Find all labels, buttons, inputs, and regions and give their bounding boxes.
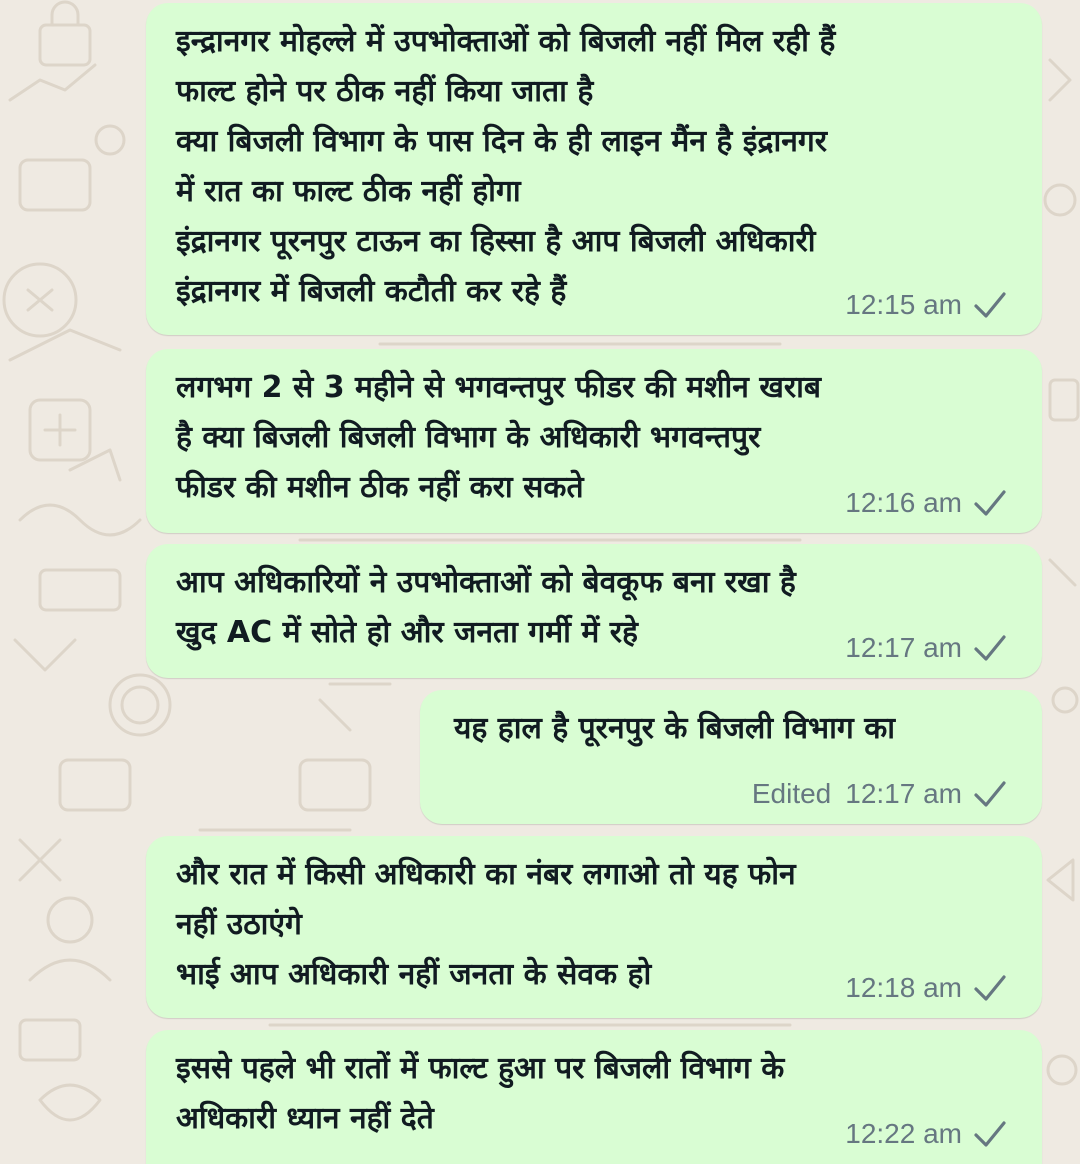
message-meta xyxy=(845,287,1008,323)
message-time: 12:17 am xyxy=(845,632,962,663)
message-text: इन्द्रानगर मोहल्ले में उपभोक्ताओं को बिजली नहीं मिल रही हैं फाल्ट होने पर ठीक नहीं किया जाता है क्या बिजली विभाग के पास दिन के ही लाइन मैंन है इंद्रानगर में रात का फाल्ट ठीक नहीं होगा इंद्रानगर पूरनपुर टाऊन का हिस्सा है आप बिजली अधिकारी इंद्रानगर में बिजली कटौती कर रहे हैं xyxy=(176,24,836,309)
single-check-icon xyxy=(972,779,1008,809)
message-meta xyxy=(845,630,1008,666)
message-meta xyxy=(845,970,1008,1006)
message-meta xyxy=(752,776,1008,812)
message-time: 12:18 am xyxy=(845,972,962,1003)
message-text: इससे पहले भी रातों में फाल्ट हुआ पर बिजली विभाग के अधिकारी ध्यान नहीं देते xyxy=(176,1051,785,1136)
single-check-icon xyxy=(972,488,1008,518)
single-check-icon xyxy=(972,973,1008,1003)
outgoing-message[interactable] xyxy=(146,836,1042,1018)
single-check-icon xyxy=(972,290,1008,320)
single-check-icon xyxy=(972,633,1008,663)
message-time: 12:17 am xyxy=(845,778,962,809)
outgoing-message[interactable] xyxy=(146,349,1042,533)
message-text: आप अधिकारियों ने उपभोक्ताओं को बेवकूफ बना रखा है खुद AC में सोते हो और जनता गर्मी में रहे xyxy=(176,565,796,650)
message-time: 12:16 am xyxy=(845,487,962,518)
message-meta xyxy=(845,485,1008,521)
edited-label: Edited xyxy=(751,778,832,809)
outgoing-message[interactable] xyxy=(146,3,1042,335)
outgoing-message-edited[interactable] xyxy=(420,690,1042,824)
message-text: लगभग 2 से 3 महीने से भगवन्तपुर फीडर की मशीन खराब है क्या बिजली बिजली विभाग के अधिकारी भगवन्तपुर फीडर की मशीन ठीक नहीं करा सकते xyxy=(176,370,822,505)
message-text: और रात में किसी अधिकारी का नंबर लगाओ तो यह फोन नहीं उठाएंगे भाई आप अधिकारी नहीं जनता के सेवक हो xyxy=(176,857,796,992)
outgoing-message[interactable] xyxy=(146,544,1042,678)
message-meta xyxy=(845,1116,1008,1152)
message-time: 12:22 am xyxy=(845,1118,962,1149)
outgoing-message[interactable] xyxy=(146,1030,1042,1164)
message-text: यह हाल है पूरनपुर के बिजली विभाग का xyxy=(454,711,895,746)
message-time: 12:15 am xyxy=(845,289,962,320)
single-check-icon xyxy=(972,1119,1008,1149)
